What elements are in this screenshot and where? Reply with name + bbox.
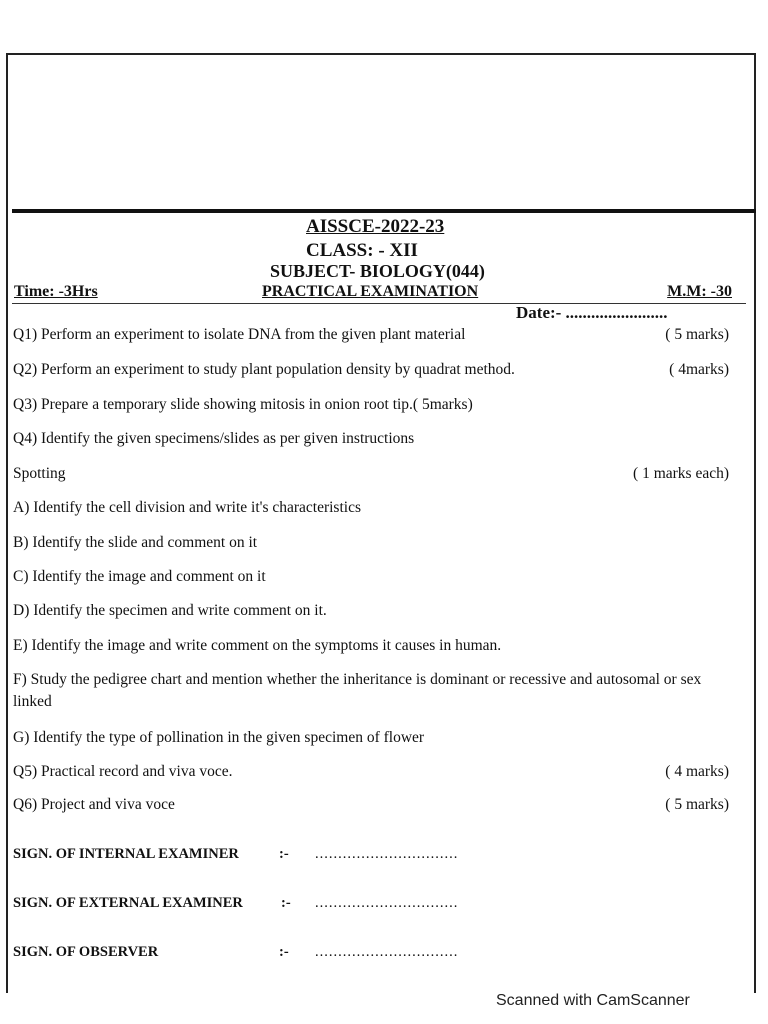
question-text: Q2) Perform an experiment to study plant population density by quadrat method. — [13, 361, 515, 378]
question-text: Q6) Project and viva voce — [13, 796, 175, 813]
question-text: B) Identify the slide and comment on it — [13, 534, 258, 551]
question-text: C) Identify the image and comment on it — [13, 568, 266, 585]
practical-title: PRACTICAL EXAMINATION — [262, 283, 479, 300]
question-text: Spotting — [13, 465, 66, 482]
class-title: CLASS: - XII — [306, 240, 418, 261]
question-marks: ( 5 marks) — [665, 326, 729, 343]
signature-blank: ............................... — [315, 944, 459, 960]
camscanner-watermark: Scanned with CamScanner — [496, 992, 690, 1009]
time-label: Time: -3Hrs — [14, 283, 98, 300]
signature-label: SIGN. OF OBSERVER — [13, 944, 159, 960]
max-marks: M.M: -30 — [667, 283, 732, 300]
signature-label: SIGN. OF INTERNAL EXAMINER — [13, 846, 239, 862]
question-marks: ( 4 marks) — [665, 763, 729, 780]
signature-blank: ............................... — [315, 895, 459, 911]
question-text: D) Identify the specimen and write comment on it. — [13, 602, 327, 619]
question-text: Q3) Prepare a temporary slide showing mitosis in onion root tip.( 5marks) — [13, 396, 473, 413]
question-marks: ( 4marks) — [669, 361, 729, 378]
question-marks: ( 5 marks) — [665, 796, 729, 813]
date-field: Date:- ........................ — [516, 303, 668, 322]
meta-row — [12, 283, 746, 305]
question-text: A) Identify the cell division and write it's characteristics — [13, 499, 361, 516]
signature-colon: :- — [281, 895, 291, 911]
exam-title: AISSCE-2022-23 — [306, 216, 445, 237]
question-text: E) Identify the image and write comment on the symptoms it causes in human. — [13, 637, 502, 654]
header-divider — [12, 209, 756, 213]
question-marks: ( 1 marks each) — [633, 465, 729, 482]
signature-colon: :- — [279, 846, 289, 862]
signature-label: SIGN. OF EXTERNAL EXAMINER — [13, 895, 243, 911]
subject-title: SUBJECT- BIOLOGY(044) — [270, 261, 485, 281]
question-text: Q5) Practical record and viva voce. — [13, 763, 233, 780]
question-text: Q4) Identify the given specimens/slides as per given instructions — [13, 430, 415, 447]
question-item — [13, 669, 729, 713]
question-text: Q1) Perform an experiment to isolate DNA from the given plant material — [13, 326, 466, 343]
question-text: F) Study the pedigree chart and mention whether the inheritance is dominant or recessive and autosomal or sex linked — [13, 671, 702, 710]
question-text: G) Identify the type of pollination in the given specimen of flower — [13, 729, 425, 746]
signature-blank: ............................... — [315, 846, 459, 862]
signature-colon: :- — [279, 944, 289, 960]
